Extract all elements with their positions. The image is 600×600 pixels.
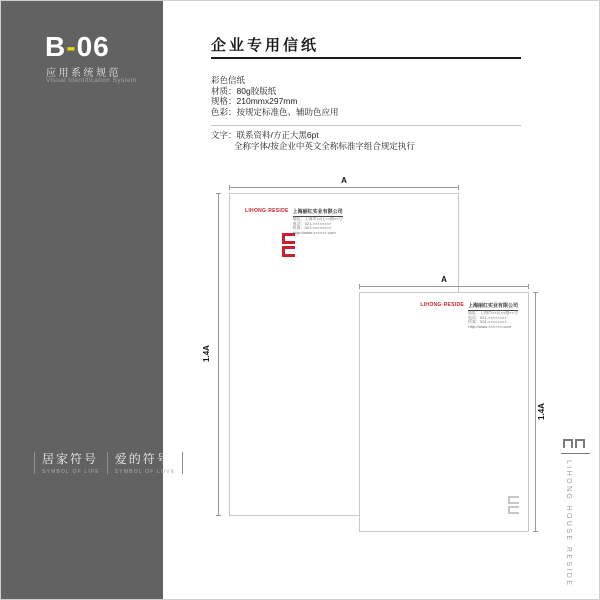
- dimension-tick: [216, 515, 221, 516]
- spec-material-label: 材质：: [211, 85, 237, 96]
- spec-size-label: 规格：: [211, 96, 237, 106]
- slogan-right-cn: 爱的符号: [114, 452, 171, 466]
- letterhead-company-block: [468, 302, 518, 329]
- dimension-tick: [458, 185, 459, 190]
- slogan-divider: [182, 452, 183, 474]
- spec-typography-label: 文字：: [211, 130, 237, 140]
- spec-intro: 彩色信纸: [211, 75, 246, 85]
- symbol-unit: [282, 246, 295, 257]
- rail-rule: [561, 453, 590, 454]
- contact-line: 电话：021-××××××××: [292, 220, 332, 226]
- sidebar-slogan: [34, 450, 183, 475]
- spec-typography-line1: [211, 130, 415, 141]
- slogan-left-en: SYMBOL OF LIFE: [42, 469, 100, 475]
- spec-list: [211, 75, 523, 117]
- lihong-wordmark: LIHONG·RESIDE: [420, 302, 464, 308]
- dimension-label-height: 1.4A: [201, 345, 211, 362]
- spec-typography: [211, 130, 415, 151]
- slogan-left-cn: 居家符号: [42, 452, 99, 466]
- lihong-wordmark: LIHONG·RESIDE: [245, 208, 289, 214]
- spec-divider: [211, 125, 521, 126]
- contact-line: Http://www.××××××.com: [292, 229, 336, 235]
- dimension-line-width: [359, 286, 529, 287]
- lihong-symbol-watermark-icon: [508, 496, 519, 516]
- page-code-dash: -: [66, 31, 77, 62]
- dimension-label-width: A: [341, 176, 347, 185]
- title-rule: [211, 57, 521, 59]
- contact-line: 电话：021-××××××××: [467, 314, 507, 320]
- page-title: 企业专用信纸: [211, 37, 320, 54]
- contact-line: 传真：021-××××××××: [292, 225, 332, 230]
- symbol-unit: [282, 233, 295, 244]
- sidebar-panel: [1, 1, 176, 599]
- dimension-line-height: [218, 193, 219, 516]
- page-code-prefix: B: [45, 31, 67, 62]
- dimension-tick: [216, 193, 221, 194]
- lihong-symbol-icon: [282, 233, 295, 259]
- dimension-line-width: [229, 187, 459, 188]
- spec-color-value: 按规定标准色、辅助色应用: [236, 106, 339, 117]
- page-code-number: 06: [76, 31, 110, 62]
- dimension-tick: [359, 284, 360, 289]
- contact-line: Http://www.××××××.com: [467, 323, 511, 329]
- spec-color: [211, 107, 523, 118]
- dimension-line-height: [535, 292, 536, 532]
- dimension-tick: [229, 185, 230, 190]
- dimension-label-height: 1.4A: [536, 403, 546, 420]
- company-name: 上海丽红实业有限公司: [292, 209, 343, 215]
- dimension-tick: [533, 531, 538, 532]
- page-code: [45, 31, 110, 63]
- letterhead-header: [245, 208, 343, 235]
- spec-size: [211, 96, 523, 107]
- symbol-unit: [563, 439, 573, 448]
- slogan-right-en: SYMBOL OF LOVE: [114, 469, 176, 475]
- letterhead-company-block: [293, 208, 343, 235]
- contact-line: 传真：021-××××××××: [467, 319, 507, 324]
- spec-typography-value: 联系资料/方正大黑6pt: [236, 130, 319, 140]
- symbol-unit: [508, 496, 519, 504]
- spec-color-label: 色彩：: [211, 106, 237, 117]
- dimension-tick: [533, 292, 538, 293]
- contact-line: 地址：上海市××区××路××号: [467, 310, 518, 315]
- sidebar-subtitle-cn: 应用系统规范: [46, 68, 121, 79]
- spec-material-value: 80g胶版纸: [236, 85, 277, 96]
- lihong-symbol-rotated-icon: [563, 439, 587, 448]
- sidebar-subtitle-en: Visual Identification System: [46, 77, 137, 84]
- contact-line: 地址：上海市××区××路××号: [292, 216, 343, 221]
- letterhead-header: [420, 302, 518, 329]
- symbol-unit: [508, 506, 519, 514]
- spec-material: [211, 86, 523, 97]
- slogan-right: [108, 450, 183, 475]
- slogan-left: [35, 450, 107, 475]
- spec-size-value: 210mmx297mm: [236, 96, 298, 106]
- company-name: 上海丽红实业有限公司: [467, 303, 518, 309]
- dimension-label-width: A: [441, 275, 447, 284]
- brand-vertical-text: LIHONG HOUSE RESIDE: [565, 460, 572, 588]
- symbol-unit: [575, 439, 585, 448]
- dimension-tick: [528, 284, 529, 289]
- spec-typography-line2: 全称字体/按企业中英文全称标准字组合规定执行: [234, 140, 415, 151]
- letterhead-page-small: [359, 292, 529, 532]
